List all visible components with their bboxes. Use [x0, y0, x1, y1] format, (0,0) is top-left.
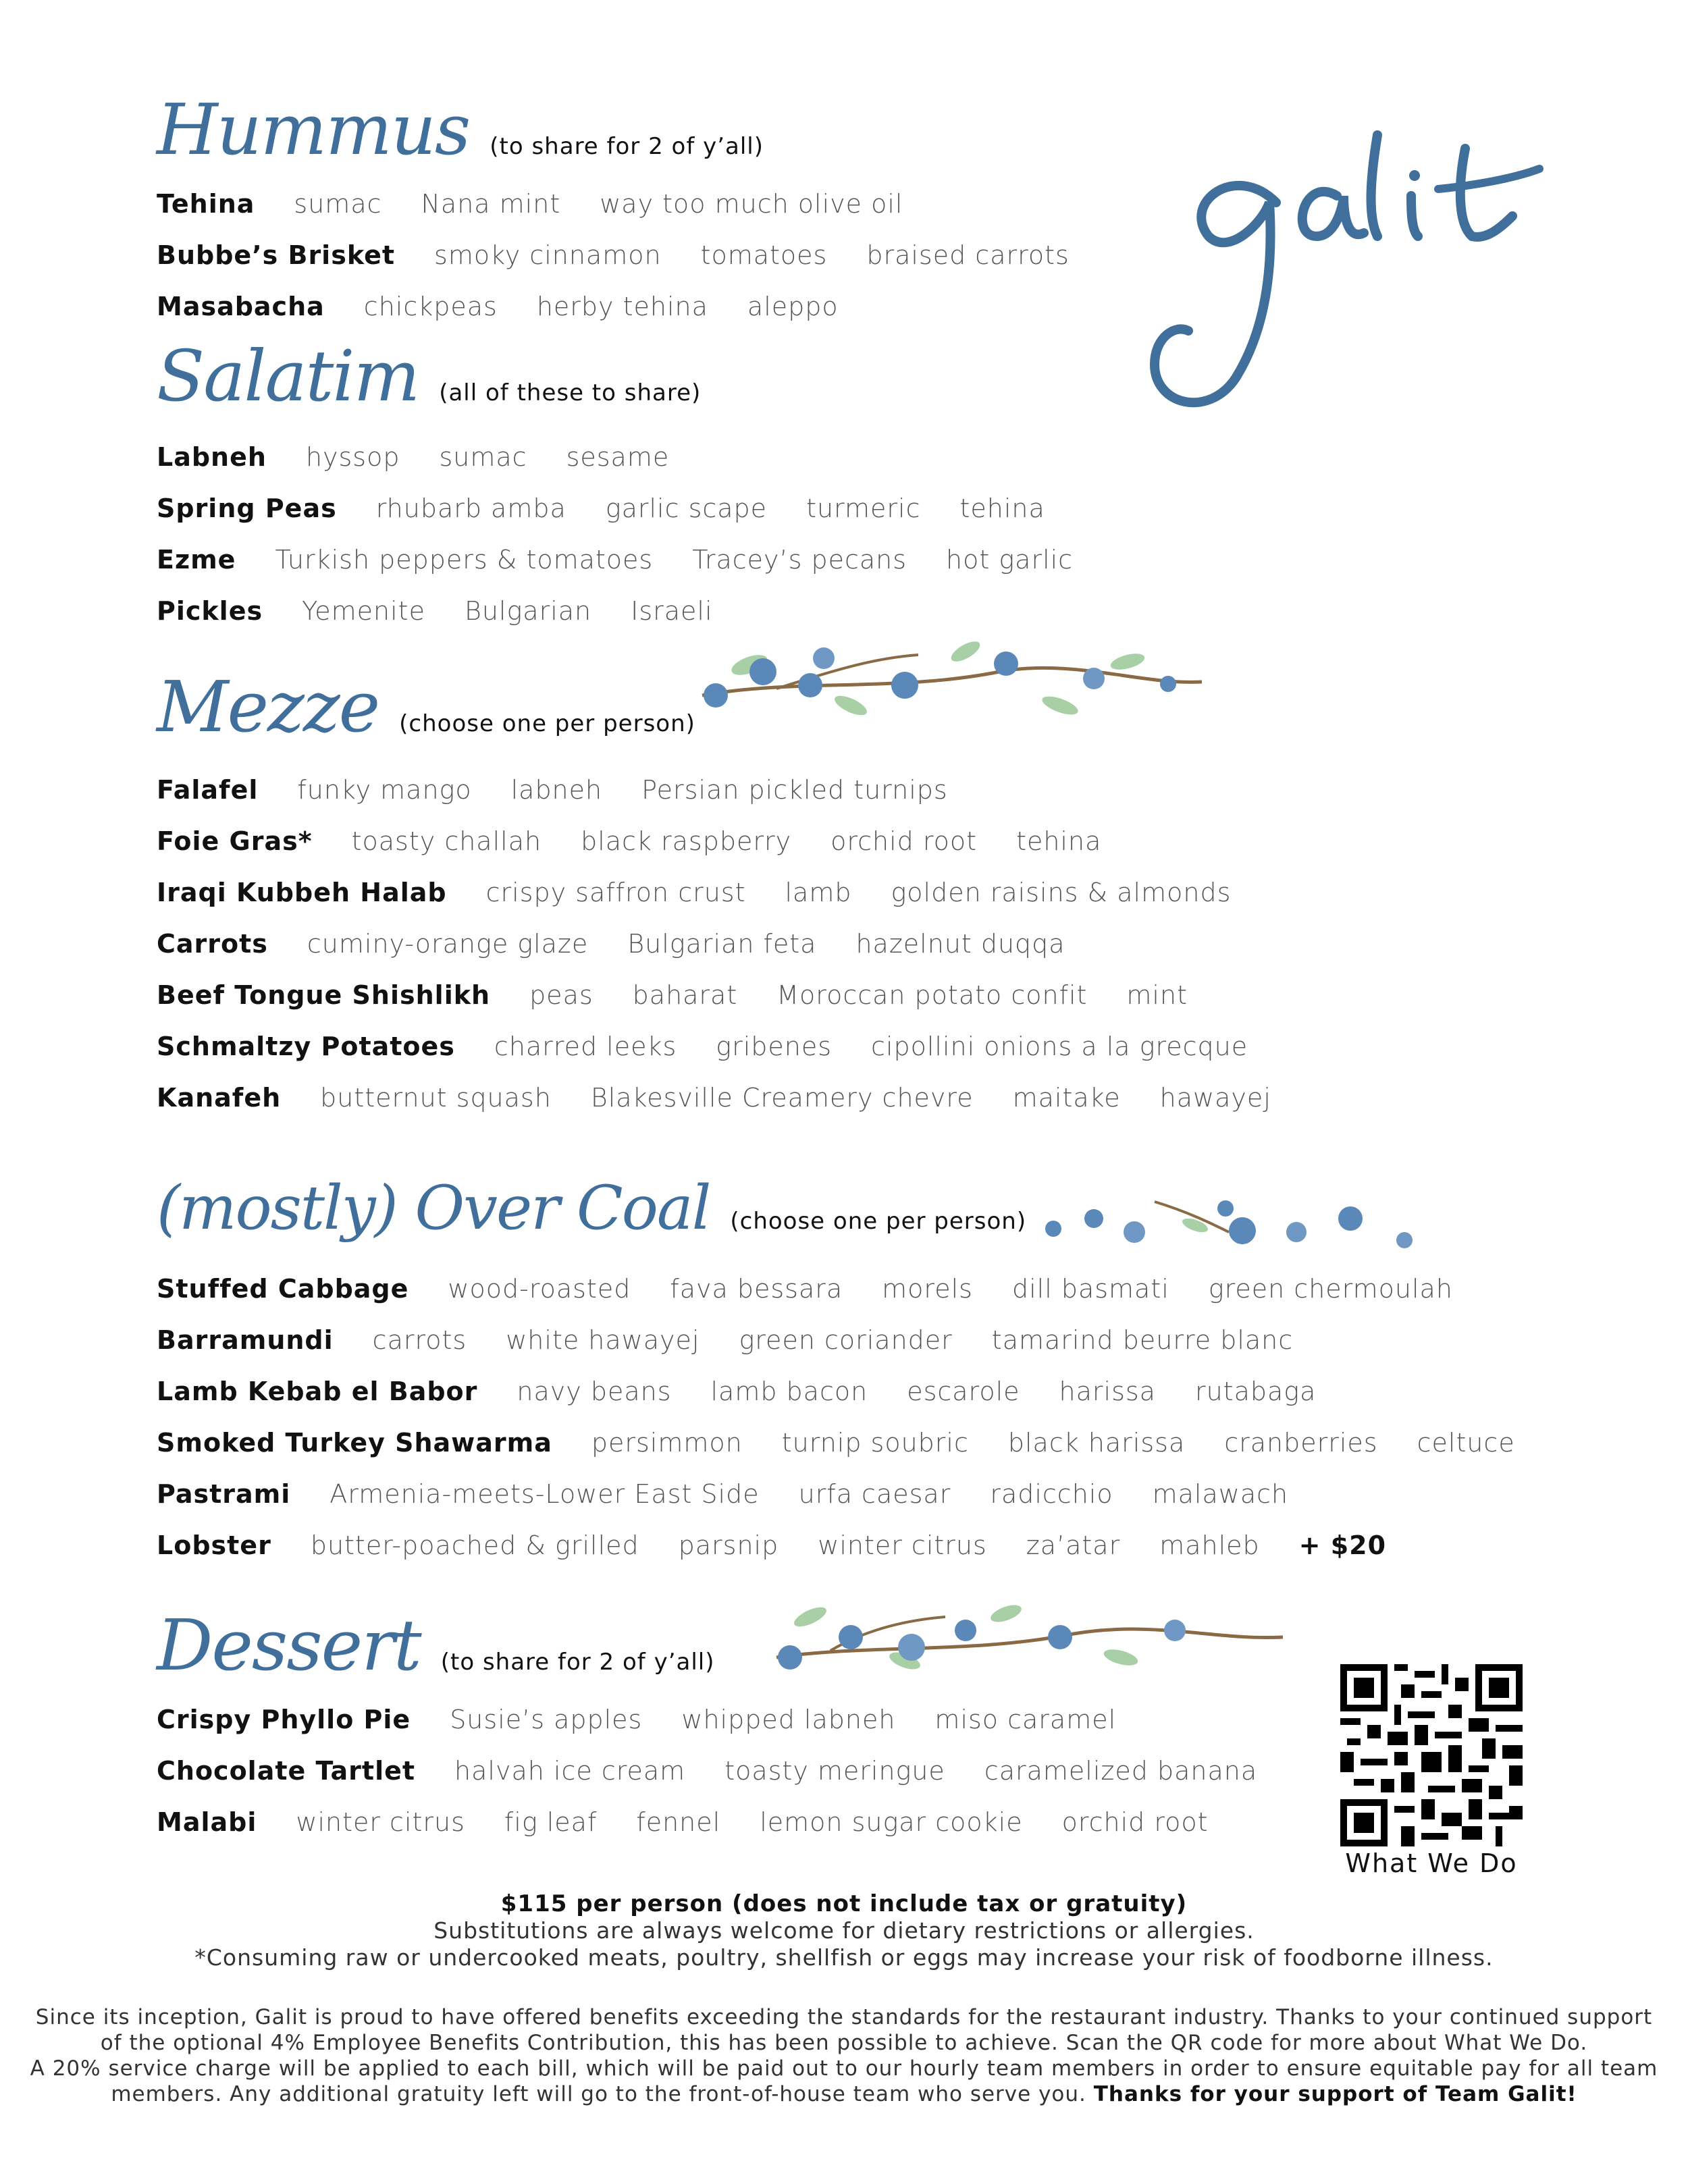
section-note: (all of these to share): [439, 379, 702, 406]
section-title-dessert: [157, 1604, 715, 1686]
ingredient: mahleb: [1159, 1530, 1260, 1560]
menu-item-barramundi: [157, 1325, 1332, 1355]
item-name: Chocolate Tartlet: [157, 1756, 416, 1786]
price-supplement: + $20: [1298, 1530, 1387, 1560]
ingredient: lamb bacon: [710, 1377, 868, 1406]
ingredient: crispy saffron crust: [485, 878, 746, 907]
ingredient: winter citrus: [296, 1807, 465, 1837]
ingredient: urfa caesar: [798, 1479, 951, 1509]
menu-item-kanafeh: [157, 1083, 1311, 1113]
item-name: Stuffed Cabbage: [157, 1274, 409, 1304]
foodborne-warning: *Consuming raw or undercooked meats, poultry, shellfish or eggs may increase your risk of foodborne illness.: [194, 1944, 1494, 1971]
ingredient: rutabaga: [1194, 1377, 1317, 1406]
ingredient: orchid root: [1061, 1807, 1209, 1837]
ingredient: fennel: [636, 1807, 721, 1837]
ingredient: hazelnut duqqa: [855, 929, 1065, 959]
ingredient: celtuce: [1417, 1428, 1515, 1458]
ingredient: orchid root: [830, 826, 978, 856]
ingredient: halvah ice cream: [454, 1756, 686, 1786]
menu-item-lobster: [157, 1530, 1386, 1560]
ingredient: wood-roasted: [448, 1274, 631, 1304]
item-name: Carrots: [157, 929, 268, 959]
item-name: Tehina: [157, 189, 255, 219]
ingredient: golden raisins & almonds: [891, 878, 1232, 907]
section-note: (to share for 2 of y’all): [490, 133, 764, 160]
ingredient: smoky cinnamon: [434, 240, 662, 270]
ingredient: tehina: [959, 494, 1045, 523]
ingredient: winter citrus: [818, 1530, 987, 1560]
scattered-flowers-illustration: [1040, 1185, 1445, 1266]
item-name: Crispy Phyllo Pie: [157, 1705, 411, 1734]
section-title-mezze: [157, 666, 695, 748]
ingredient: lamb: [785, 878, 852, 907]
menu-item-malabi: [157, 1807, 1248, 1837]
ingredient: persimmon: [591, 1428, 743, 1458]
benefits-note-line-1: Since its inception, Galit is proud to have offered benefits exceeding the standards for the restaurant industry. Thanks to your continued support: [35, 2005, 1653, 2029]
ingredient: Armenia-meets-Lower East Side: [329, 1479, 760, 1509]
menu-item-bubbes-brisket: [157, 240, 1109, 270]
ingredient: gribenes: [716, 1032, 833, 1061]
ingredient: Yemenite: [302, 596, 425, 626]
menu-item-ezme: [157, 545, 1112, 575]
ingredient: rhubarb amba: [375, 494, 566, 523]
menu-item-schmaltzy-potatoes: [157, 1032, 1287, 1061]
ingredient: white hawayej: [506, 1325, 700, 1355]
ingredient: chickpeas: [363, 292, 498, 321]
menu-item-crispy-phyllo-pie: [157, 1705, 1155, 1734]
ingredient: Nana mint: [421, 189, 561, 219]
section-heading: Mezze: [157, 666, 379, 748]
menu-item-stuffed-cabbage: [157, 1274, 1492, 1304]
ingredient: herby tehina: [536, 292, 708, 321]
ingredient: baharat: [632, 980, 738, 1010]
item-name: Malabi: [157, 1807, 257, 1837]
ingredient: garlic scape: [605, 494, 768, 523]
ingredient: cipollini onions a la grecque: [871, 1032, 1248, 1061]
section-title-salatim: [157, 335, 702, 417]
ingredient: butternut squash: [320, 1083, 552, 1113]
section-heading: Dessert: [157, 1604, 421, 1686]
ingredient: braised carrots: [866, 240, 1070, 270]
ingredient: tamarind beurre blanc: [991, 1325, 1294, 1355]
item-name: Pickles: [157, 596, 263, 626]
ingredient: whipped labneh: [681, 1705, 896, 1734]
ingredient: za’atar: [1026, 1530, 1121, 1560]
menu-item-chocolate-tartlet: [157, 1756, 1296, 1786]
menu-item-beef-tongue-shishlikh: [157, 980, 1227, 1010]
section-title-over-coal: [157, 1173, 1027, 1244]
ingredient: navy beans: [517, 1377, 672, 1406]
ingredient: escarole: [907, 1377, 1020, 1406]
ingredient: Israeli: [631, 596, 713, 626]
item-name: Smoked Turkey Shawarma: [157, 1428, 552, 1458]
ingredient: radicchio: [990, 1479, 1113, 1509]
ingredient: green coriander: [739, 1325, 953, 1355]
ingredient: carrots: [372, 1325, 467, 1355]
ingredient: dill basmati: [1011, 1274, 1169, 1304]
menu-item-labneh: [157, 442, 708, 472]
ingredient: turmeric: [806, 494, 921, 523]
item-name: Spring Peas: [157, 494, 337, 523]
section-heading: (mostly) Over Coal: [157, 1173, 710, 1244]
ingredient: fig leaf: [504, 1807, 598, 1837]
ingredient: lemon sugar cookie: [760, 1807, 1023, 1837]
item-name: Foie Gras*: [157, 826, 313, 856]
ingredient: parsnip: [678, 1530, 779, 1560]
item-name: Bubbe’s Brisket: [157, 240, 396, 270]
ingredient: charred leeks: [494, 1032, 677, 1061]
menu-item-iraqi-kubbeh-halab: [157, 878, 1270, 907]
section-note: (choose one per person): [399, 710, 695, 737]
thanks-text: Thanks for your support of Team Galit!: [1093, 2082, 1577, 2106]
ingredient: Bulgarian feta: [627, 929, 817, 959]
section-note: (choose one per person): [730, 1208, 1027, 1235]
ingredient: tehina: [1016, 826, 1102, 856]
ingredient: morels: [882, 1274, 973, 1304]
ingredient: toasty challah: [351, 826, 542, 856]
ingredient: Susie’s apples: [450, 1705, 643, 1734]
ingredient: miso caramel: [934, 1705, 1117, 1734]
ingredient: hyssop: [305, 442, 400, 472]
item-name: Beef Tongue Shishlikh: [157, 980, 491, 1010]
menu-item-smoked-turkey-shawarma: [157, 1428, 1554, 1458]
section-heading: Salatim: [157, 335, 419, 417]
item-name: Pastrami: [157, 1479, 291, 1509]
price-line: $115 per person (does not include tax or gratuity): [500, 1890, 1188, 1917]
item-name: Falafel: [157, 775, 259, 805]
substitutions-note: Substitutions are always welcome for dietary restrictions or allergies.: [433, 1917, 1255, 1944]
ingredient: tomatoes: [700, 240, 828, 270]
menu-item-foie-gras: [157, 826, 1140, 856]
menu-item-carrots: [157, 929, 1105, 959]
ingredient: butter-poached & grilled: [310, 1530, 639, 1560]
ingredient: malawach: [1152, 1479, 1289, 1509]
ingredient: cuminy-orange glaze: [307, 929, 589, 959]
ingredient: cranberries: [1224, 1428, 1378, 1458]
ingredient: Bulgarian: [464, 596, 592, 626]
ingredient: Turkish peppers & tomatoes: [275, 545, 654, 575]
menu-item-tehina: [157, 189, 942, 219]
ingredient: sumac: [294, 189, 382, 219]
floral-vine-illustration: [695, 631, 1209, 733]
ingredient: toasty meringue: [724, 1756, 945, 1786]
menu-item-spring-peas: [157, 494, 1084, 523]
qr-label: What We Do: [1345, 1848, 1518, 1878]
floral-vine-illustration: [770, 1590, 1290, 1684]
menu-item-falafel: [157, 775, 987, 805]
ingredient: sumac: [439, 442, 527, 472]
ingredient: labneh: [510, 775, 603, 805]
item-name: Masabacha: [157, 292, 325, 321]
service-charge-line-1: A 20% service charge will be applied to each bill, which will be paid out to our hourly team members in order to ensure equitable pay for all team: [30, 2056, 1658, 2081]
menu-item-masabacha: [157, 292, 878, 321]
ingredient: funky mango: [297, 775, 472, 805]
ingredient: mint: [1126, 980, 1188, 1010]
ingredient: hot garlic: [946, 545, 1074, 575]
section-note: (to share for 2 of y’all): [440, 1649, 715, 1676]
qr-code[interactable]: [1340, 1664, 1523, 1846]
section-title-hummus: [157, 88, 764, 171]
item-name: Ezme: [157, 545, 236, 575]
ingredient: green chermoulah: [1208, 1274, 1453, 1304]
ingredient: Blakesville Creamery chevre: [590, 1083, 974, 1113]
item-name: Iraqi Kubbeh Halab: [157, 878, 447, 907]
service-charge-text: members. Any additional gratuity left will go to the front-of-house team who serve you.: [111, 2082, 1086, 2106]
ingredient: peas: [529, 980, 594, 1010]
ingredient: harissa: [1059, 1377, 1156, 1406]
item-name: Barramundi: [157, 1325, 334, 1355]
ingredient: maitake: [1012, 1083, 1121, 1113]
section-heading: Hummus: [157, 88, 470, 171]
benefits-note-line-2: of the optional 4% Employee Benefits Contribution, this has been possible to achieve. Scan the QR code for more about What We Do.: [100, 2031, 1588, 2055]
ingredient: hawayej: [1159, 1083, 1271, 1113]
item-name: Schmaltzy Potatoes: [157, 1032, 455, 1061]
item-name: Lamb Kebab el Babor: [157, 1377, 478, 1406]
item-name: Kanafeh: [157, 1083, 282, 1113]
ingredient: black raspberry: [581, 826, 792, 856]
ingredient: fava bessara: [670, 1274, 843, 1304]
ingredient: sesame: [566, 442, 670, 472]
item-name: Labneh: [157, 442, 267, 472]
ingredient: black harissa: [1007, 1428, 1186, 1458]
galit-logo: [1134, 122, 1566, 419]
ingredient: aleppo: [747, 292, 839, 321]
ingredient: Moroccan potato confit: [776, 980, 1088, 1010]
service-charge-line-2: [0, 2082, 1688, 2106]
item-name: Lobster: [157, 1530, 271, 1560]
ingredient: caramelized banana: [984, 1756, 1258, 1786]
ingredient: Tracey’s pecans: [692, 545, 907, 575]
menu-item-pastrami: [157, 1479, 1327, 1509]
ingredient: way too much olive oil: [600, 189, 903, 219]
ingredient: Persian pickled turnips: [641, 775, 948, 805]
menu-item-pickles: [157, 596, 752, 626]
menu-item-lamb-kebab-el-babor: [157, 1377, 1355, 1406]
ingredient: turnip soubric: [781, 1428, 969, 1458]
